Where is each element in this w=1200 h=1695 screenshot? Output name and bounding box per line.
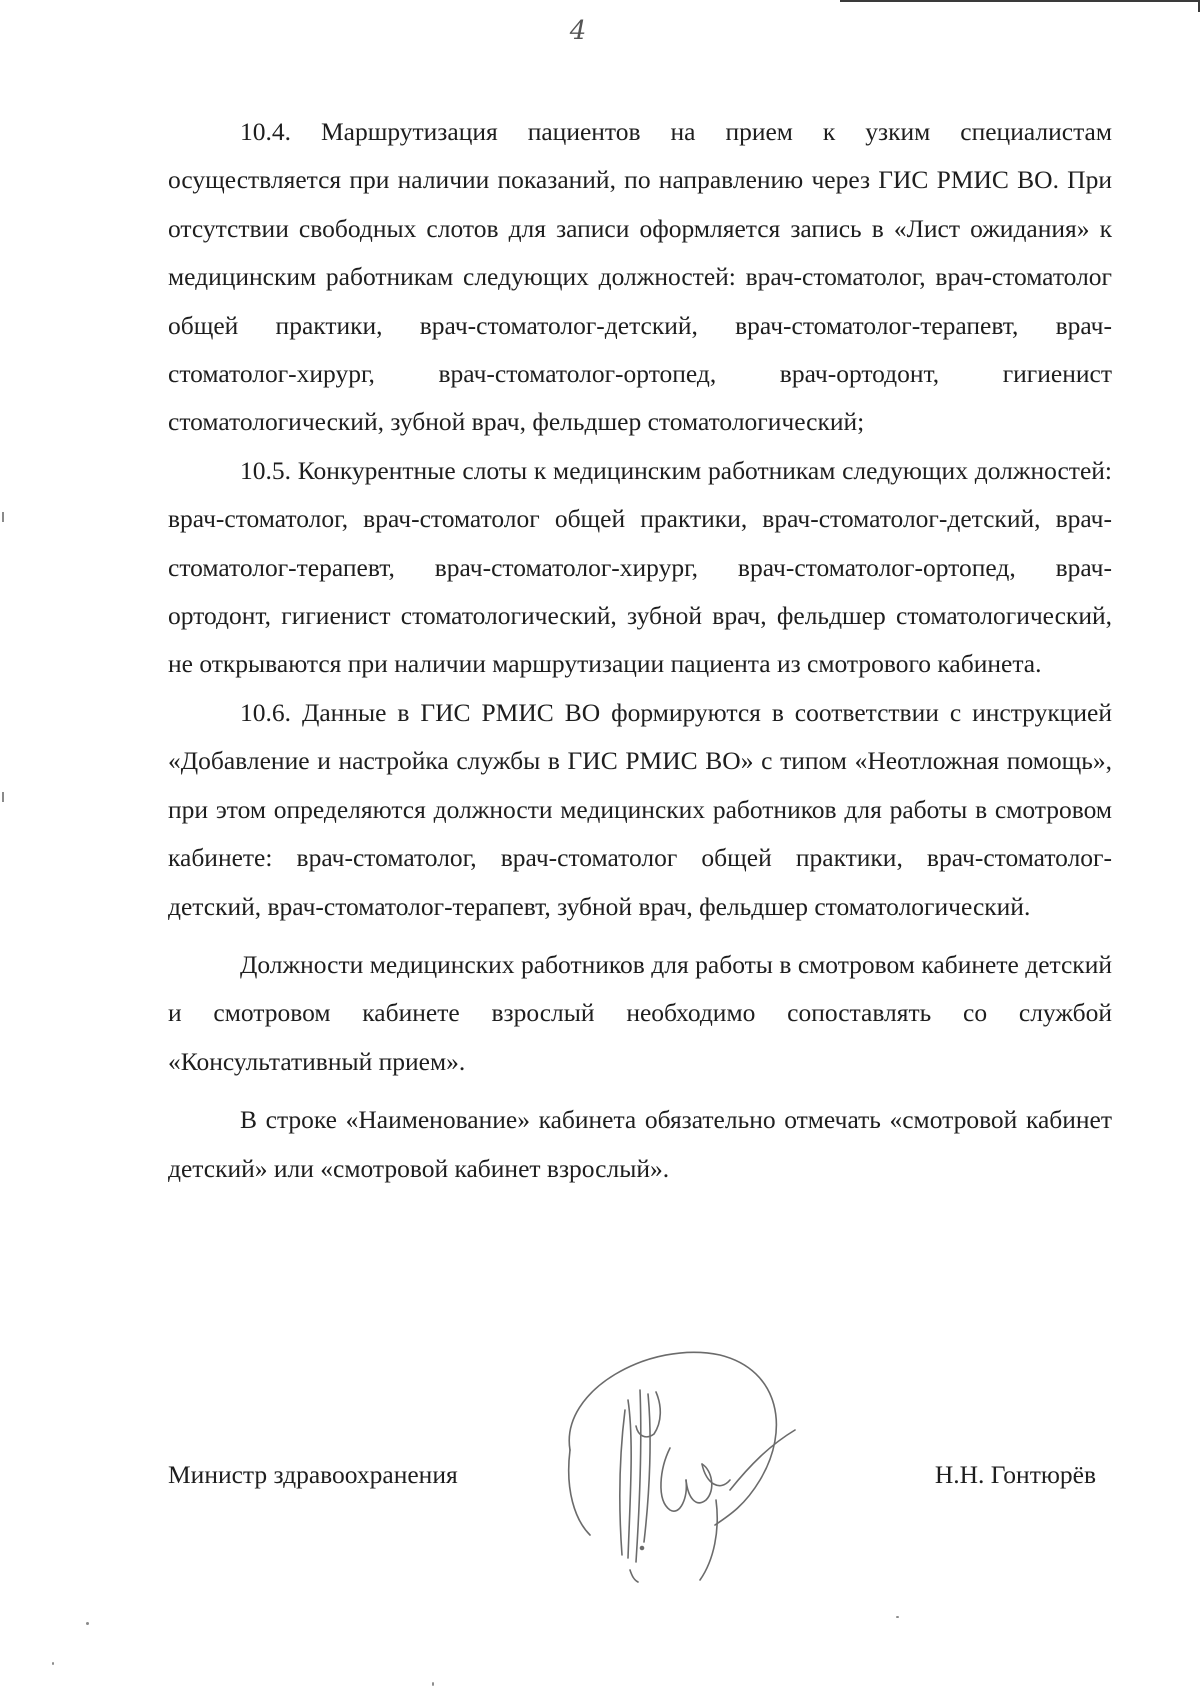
signature-block xyxy=(168,1460,1112,1500)
paragraph-10-4: 10.4. Маршрутизация пациентов на прием к узким специалистам осуществляется при наличии показаний, по направлению через ГИС РМИС ВО. При отсутствии свободных слотов для записи оформляется запись в «Лист ожидания» к медицинским работникам следующих должностей: врач-стоматолог, врач-стоматолог общей практики, врач-стоматолог-детский, врач-стоматолог-терапевт, врач-стоматолог-хирург, врач-стоматолог-ортопед, врач-ортодонт, гигиенист стоматологический, зубной врач, фельдшер стоматологический; xyxy=(168,117,1112,437)
page-number: 4 xyxy=(569,16,587,46)
scan-speck xyxy=(2,792,4,802)
paragraph-10-5: 10.5. Конкурентные слоты к медицинским работникам следующих должностей: врач-стоматолог, врач-стоматолог общей практики, врач-стоматолог-детский, врач-стоматолог-терапевт, врач-стоматолог-хирург, врач-стоматолог-ортопед, врач-ортодонт, гигиенист стоматологический, зубной врач, фельдшер стоматологический, не открываются при наличии маршрутизации пациента из смотрового кабинета. xyxy=(168,455,1112,679)
document-body xyxy=(168,108,1112,1193)
scan-speck xyxy=(2,512,4,522)
paragraph-positions-note: Должности медицинских работников для работы в смотровом кабинете детский и смотровом кабинете взрослый необходимо сопоставлять со службой «Консультативный прием». xyxy=(168,949,1112,1076)
scan-speck xyxy=(86,1622,89,1625)
paragraph-naming-note: В строке «Наименование» кабинета обязательно отмечать «смотровой кабинет детский» или «смотровой кабинет взрослый». xyxy=(168,1105,1112,1183)
signer-name: Н.Н. Гонтюрёв xyxy=(934,1460,1096,1489)
scan-speck xyxy=(896,1616,899,1618)
scan-edge-top xyxy=(840,0,1200,2)
scan-speck xyxy=(432,1682,434,1686)
signer-title: Министр здравоохранения xyxy=(168,1460,458,1489)
scan-speck xyxy=(52,1662,54,1665)
paragraph-10-6: 10.6. Данные в ГИС РМИС ВО формируются в соответствии с инструкцией «Добавление и настройка службы в ГИС РМИС ВО» с типом «Неотложная помощь», при этом определяются должности медицинских работников для работы в смотровом кабинете: врач-стоматолог, врач-стоматолог общей практики, врач-стоматолог-детский, врач-стоматолог-терапевт, зубной врач, фельдшер стоматологический. xyxy=(168,697,1112,921)
